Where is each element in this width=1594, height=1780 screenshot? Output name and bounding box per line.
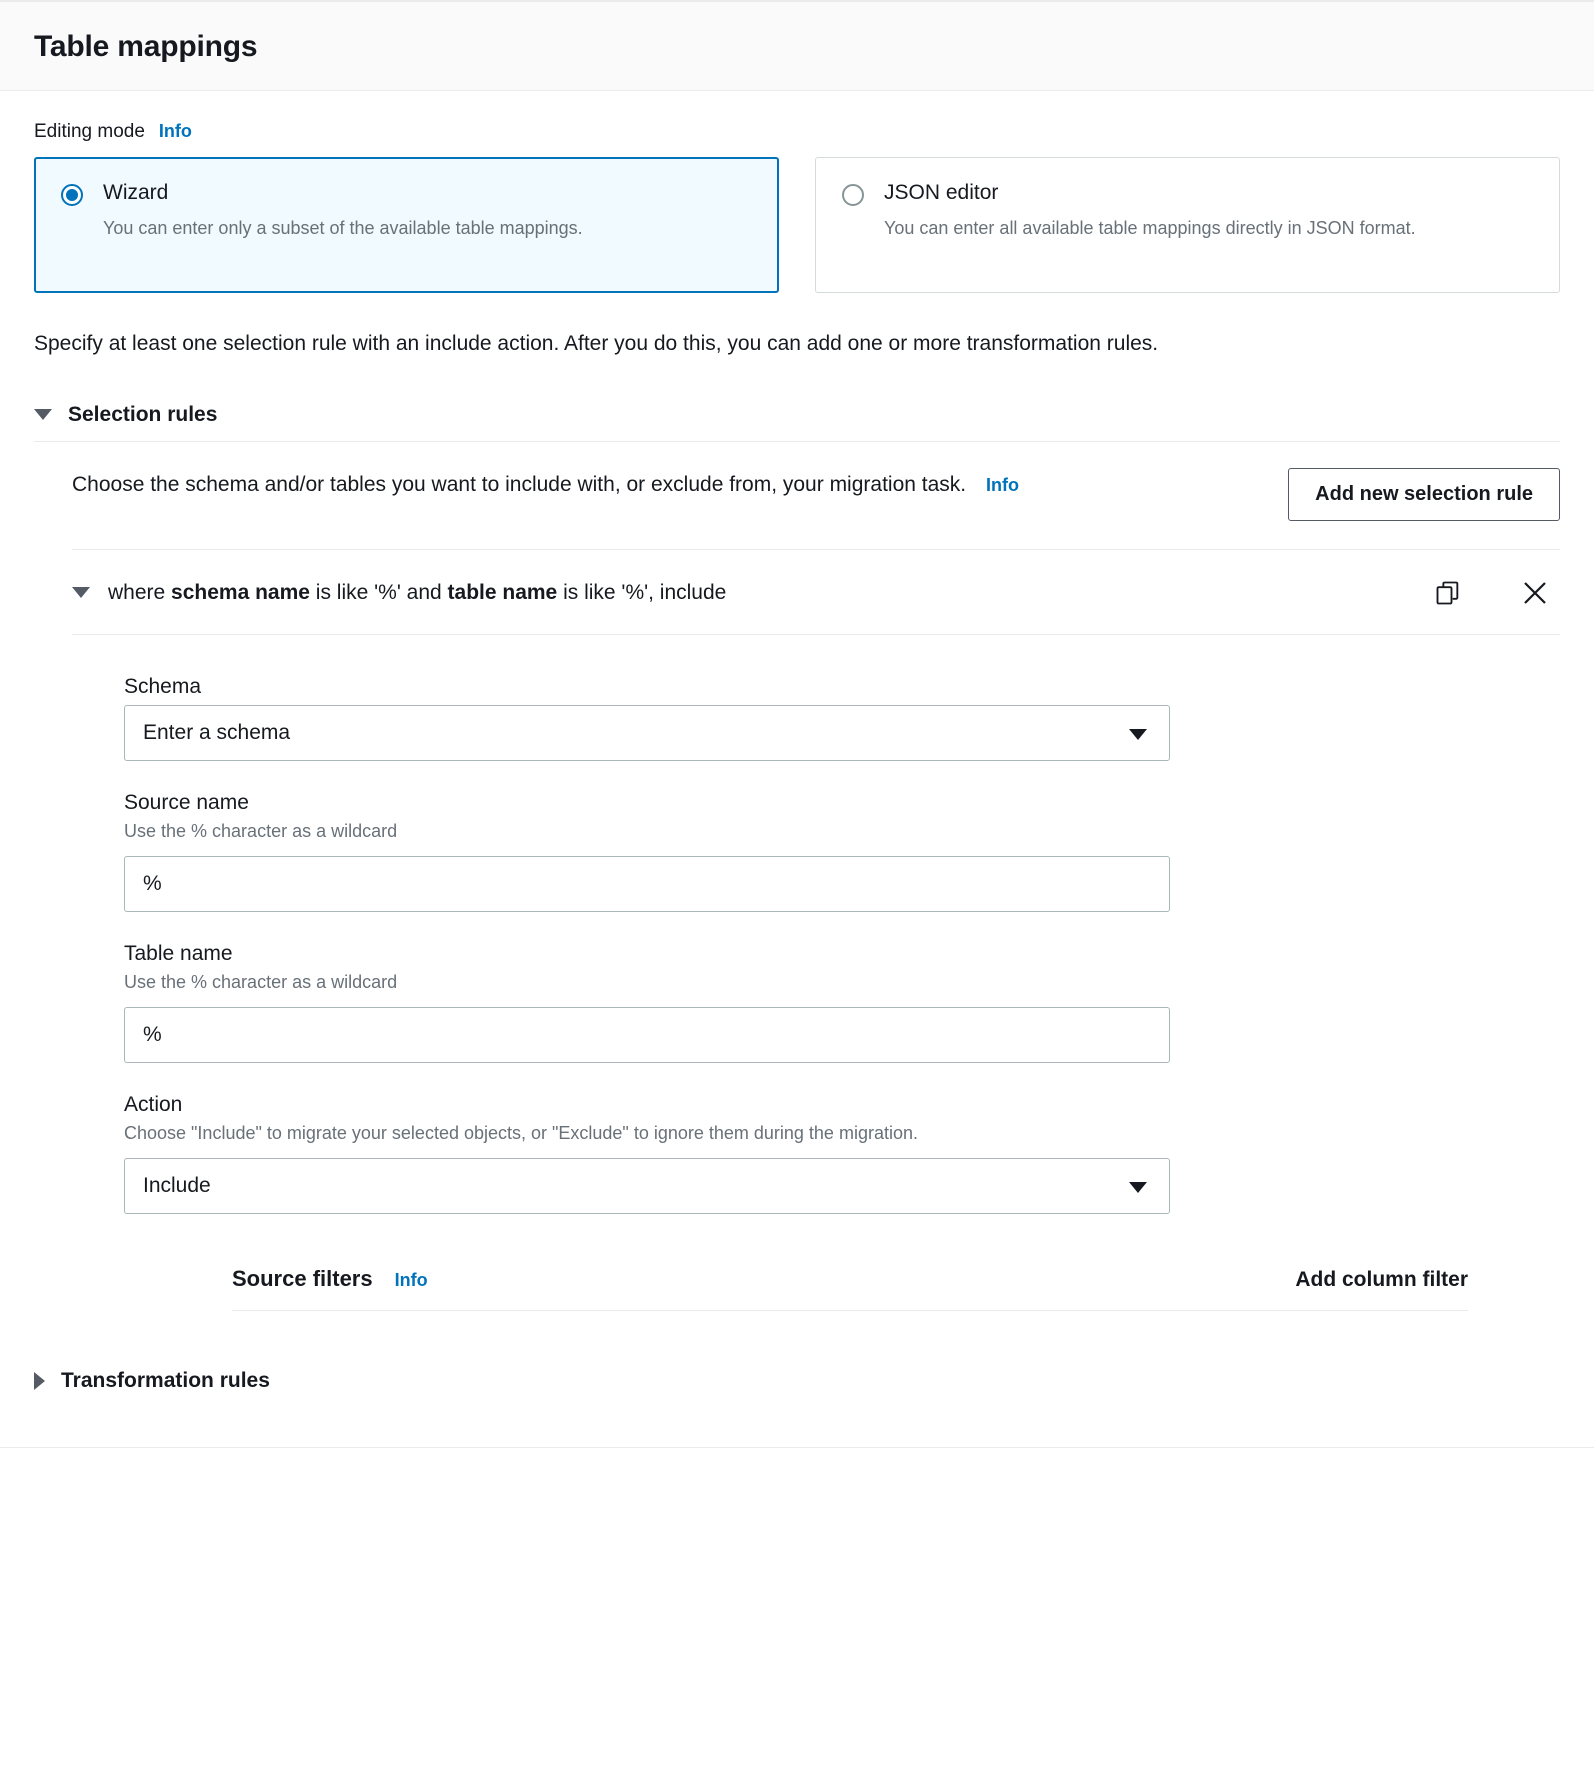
schema-field-group: [124, 675, 1560, 761]
panel-footer-divider: [0, 1447, 1594, 1449]
schema-select-value: Enter a schema: [143, 720, 291, 744]
source-filters-info-link[interactable]: Info: [394, 1269, 428, 1290]
action-select-value: Include: [143, 1173, 211, 1197]
radio-json-editor-icon[interactable]: [842, 184, 864, 206]
action-hint: Choose "Include" to migrate your selected objects, or "Exclude" to ignore them during the migration.: [124, 1122, 918, 1143]
rule-summary-table-label: table name: [447, 580, 558, 604]
editing-mode-radio-group: [34, 157, 1560, 293]
table-name-field-group: [124, 942, 1560, 1063]
action-field-group: [124, 1093, 1560, 1214]
source-filters-title: Source filters: [232, 1265, 373, 1291]
transformation-rules-section: [34, 1369, 1560, 1447]
editing-mode-option-json-editor[interactable]: [815, 157, 1560, 293]
source-filters-row: [232, 1266, 1468, 1311]
table-name-input[interactable]: [124, 1007, 1170, 1063]
page-title: Table mappings: [34, 30, 258, 63]
action-select[interactable]: [124, 1158, 1170, 1214]
chevron-right-icon[interactable]: [34, 1372, 45, 1390]
panel-header: [0, 2, 1594, 91]
selection-rule-row: [72, 550, 1560, 635]
editing-mode-option-wizard[interactable]: [34, 157, 779, 293]
action-label: Action: [124, 1092, 183, 1116]
radio-wizard-icon[interactable]: [61, 184, 83, 206]
source-filters-left: [232, 1266, 428, 1292]
option-json-editor-title: JSON editor: [884, 181, 999, 204]
transformation-rules-title: Transformation rules: [61, 1368, 270, 1392]
selection-rules-body: [34, 442, 1560, 1311]
selection-rules-title: Selection rules: [68, 402, 218, 426]
selection-rule-actions: [1430, 574, 1560, 612]
editing-mode-label-row: [34, 121, 1560, 143]
selection-rules-description: Choose the schema and/or tables you want to include with, or exclude from, your migration task.: [72, 472, 967, 496]
transformation-rules-section-header[interactable]: [34, 1369, 1560, 1407]
close-icon[interactable]: [1516, 574, 1554, 612]
selection-rules-section-header[interactable]: [34, 403, 1560, 442]
editing-mode-info-link[interactable]: Info: [158, 121, 192, 141]
selection-rules-intro-row: [72, 442, 1560, 550]
rule-summary-suffix: is like '%', include: [557, 580, 727, 604]
schema-label: Schema: [124, 674, 202, 698]
rule-summary-mid: is like '%' and: [309, 580, 448, 604]
rule-summary-schema-label: schema name: [171, 580, 310, 604]
panel-body: [0, 91, 1594, 1447]
selection-rules-info-link[interactable]: Info: [985, 474, 1019, 495]
rule-summary-prefix: where: [108, 580, 172, 604]
editing-mode-label: Editing mode: [34, 121, 145, 142]
source-name-label: Source name: [124, 790, 249, 814]
duplicate-icon[interactable]: [1430, 575, 1466, 611]
source-name-field-group: [124, 791, 1560, 912]
add-new-selection-rule-button[interactable]: Add new selection rule: [1288, 468, 1560, 521]
selection-rules-description-block: [72, 468, 1019, 503]
option-json-editor-description: You can enter all available table mappings directly in JSON format.: [884, 218, 1416, 239]
option-wizard-description: You can enter only a subset of the available table mappings.: [103, 218, 583, 239]
chevron-down-icon[interactable]: [34, 409, 52, 420]
schema-select[interactable]: [124, 705, 1170, 761]
selection-rule-form: [72, 635, 1560, 1311]
option-wizard-title: Wizard: [103, 181, 169, 204]
intro-text: Specify at least one selection rule with an include action. After you do this, you can add one or more transformation rules.: [34, 332, 1159, 355]
source-name-hint: Use the % character as a wildcard: [124, 820, 398, 841]
table-name-label: Table name: [124, 941, 233, 965]
source-name-input[interactable]: [124, 856, 1170, 912]
table-name-hint: Use the % character as a wildcard: [124, 971, 398, 992]
selection-rule-summary: [108, 581, 726, 605]
selection-rule-summary-block[interactable]: [72, 581, 726, 605]
add-column-filter-button[interactable]: Add column filter: [1295, 1267, 1468, 1291]
rule-chevron-down-icon[interactable]: [72, 587, 90, 598]
